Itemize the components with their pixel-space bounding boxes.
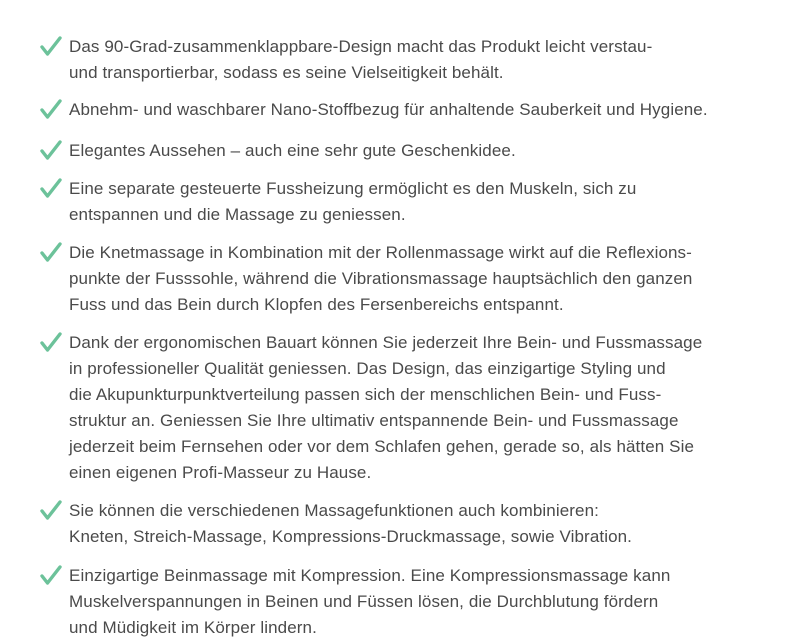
list-item	[40, 240, 760, 318]
check-mark-icon	[40, 138, 62, 162]
check-mark-icon	[40, 498, 62, 522]
check-mark-icon	[40, 97, 62, 121]
list-item	[40, 176, 760, 228]
feature-text: Das 90-Grad-zusammenklappbare-Design macht das Produkt leicht verstau- und transportierbar, sodass es seine Vielseitigkeit behält.	[69, 37, 653, 82]
list-item	[40, 330, 760, 486]
check-mark-icon	[40, 330, 62, 354]
list-item	[40, 138, 760, 164]
check-mark-icon	[40, 176, 62, 200]
feature-text: Die Knetmassage in Kombination mit der Rollenmassage wirkt auf die Reflexions- punkte der Fusssohle, während die Vibrationsmassage hauptsächlich den ganzen Fuss und das Bein durch Klopfen des Fersenbereichs entspannt.	[69, 243, 693, 314]
feature-text: Einzigartige Beinmassage mit Kompression. Eine Kompressionsmassage kann Muskelverspannungen in Beinen und Füssen lösen, die Durchblutung fördern und Müdigkeit im Körper lindern.	[69, 566, 671, 637]
feature-text: Sie können die verschiedenen Massagefunktionen auch kombinieren: Kneten, Streich-Massage, Kompressions-Druckmassage, sowie Vibration.	[69, 501, 633, 546]
list-item	[40, 34, 760, 86]
check-mark-icon	[40, 563, 62, 587]
feature-text: Dank der ergonomischen Bauart können Sie jederzeit Ihre Bein- und Fussmassage in professioneller Qualität geniessen. Das Design, das einzigartige Styling und die Akupunkturpunktverteilung passen sich der menschlichen Bein- und Fuss- struktur an. Geniessen Sie Ihre ultimativ entspannende Bein- und Fussmassage jederzeit beim Fernsehen oder vor dem Schlafen gehen, gerade so, als hätten Sie einen eigenen Profi-Masseur zu Hause.	[69, 333, 703, 482]
check-mark-icon	[40, 240, 62, 264]
check-mark-icon	[40, 34, 62, 58]
list-item	[40, 498, 760, 550]
feature-text: Eine separate gesteuerte Fussheizung ermöglicht es den Muskeln, sich zu entspannen und die Massage zu geniessen.	[69, 179, 637, 224]
feature-text: Elegantes Aussehen – auch eine sehr gute Geschenkidee.	[69, 141, 516, 160]
feature-text: Abnehm- und waschbarer Nano-Stoffbezug für anhaltende Sauberkeit und Hygiene.	[69, 100, 708, 119]
list-item	[40, 97, 760, 123]
list-item	[40, 563, 760, 641]
